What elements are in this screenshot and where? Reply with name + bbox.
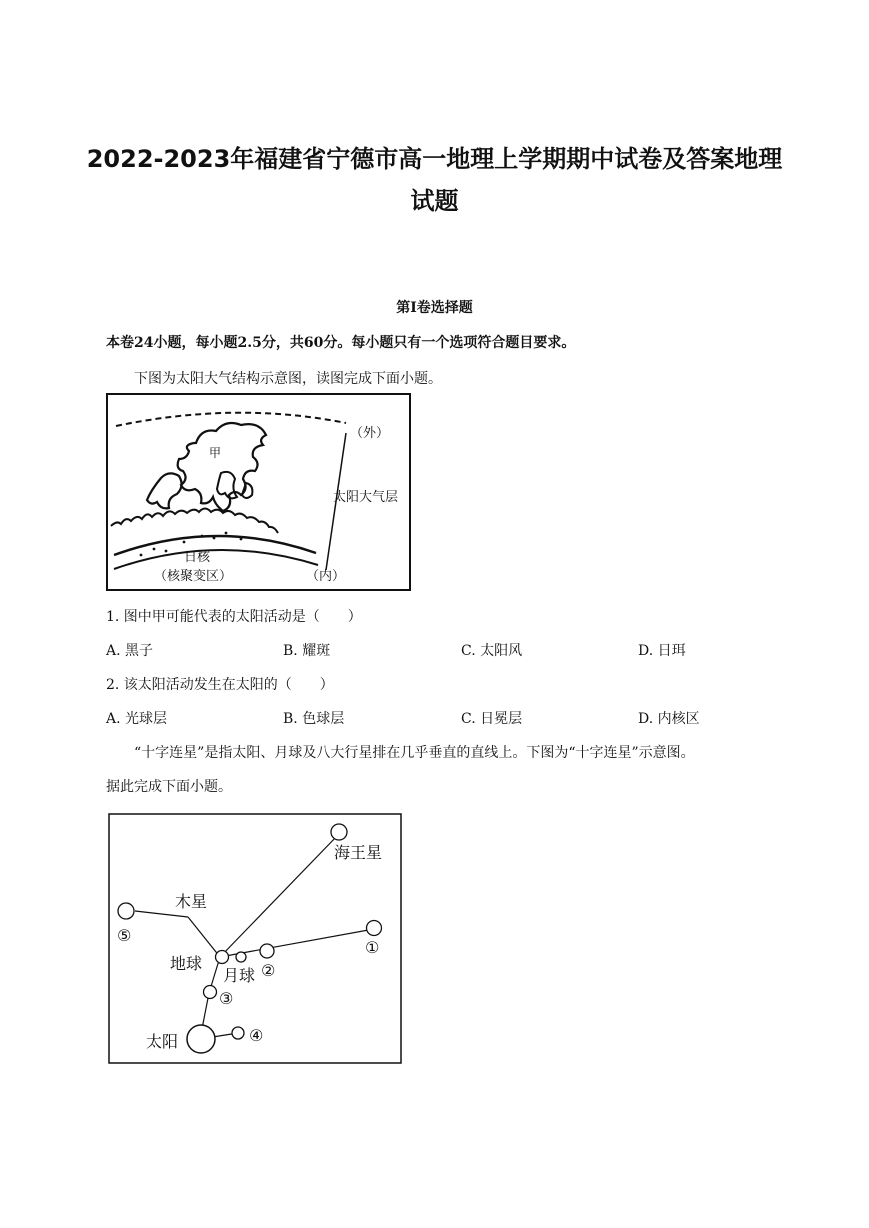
question-2-option-c: C. 日冕层 xyxy=(461,711,523,727)
document-title-line-1: 2022-2023年福建省宁德市高一地理上学期期中试卷及答案地理 xyxy=(86,145,783,173)
cross-alignment-figure xyxy=(108,813,403,1065)
planet-4-circle xyxy=(232,1027,244,1039)
moon-circle xyxy=(236,952,246,962)
group2-intro-line-2: 据此完成下面小题。 xyxy=(106,779,232,795)
question-2-option-d: D. 内核区 xyxy=(638,711,700,727)
label-core: 日核 xyxy=(184,550,211,565)
neptune-circle xyxy=(331,824,347,840)
label-fusion-zone: （核聚变区） xyxy=(154,569,233,584)
question-1-option-a: A. 黑子 xyxy=(106,643,154,659)
label-jupiter: 木星 xyxy=(175,892,208,911)
label-outer: （外） xyxy=(350,426,390,441)
question-1-option-b: B. 耀斑 xyxy=(283,643,331,659)
group1-intro: 下图为太阳大气结构示意图，读图完成下面小题。 xyxy=(134,371,442,387)
label-jia: 甲 xyxy=(209,446,222,460)
label-n1: ① xyxy=(365,938,380,957)
label-n5: ⑤ xyxy=(117,926,132,945)
planet-3-circle xyxy=(204,986,217,999)
question-1-option-d: D. 日珥 xyxy=(638,643,686,659)
sun-circle xyxy=(187,1025,215,1053)
question-1-option-c: C. 太阳风 xyxy=(461,643,523,659)
label-sun: 太阳 xyxy=(146,1032,179,1051)
label-n3: ③ xyxy=(219,989,234,1008)
question-1-stem: 1. 图中甲可能代表的太阳活动是（ ） xyxy=(106,609,362,625)
label-moon: 月球 xyxy=(223,966,256,985)
label-neptune: 海王星 xyxy=(334,843,383,862)
question-2-option-b: B. 色球层 xyxy=(283,711,345,727)
question-2-option-a: A. 光球层 xyxy=(106,711,168,727)
document-title-line-2: 试题 xyxy=(410,187,459,215)
earth-circle xyxy=(216,951,229,964)
question-2-stem: 2. 该太阳活动发生在太阳的（ ） xyxy=(106,677,334,693)
section-heading: 第Ⅰ卷选择题 xyxy=(396,300,473,316)
planet-2-circle xyxy=(260,944,274,958)
label-inner: （内） xyxy=(306,569,346,584)
label-earth: 地球 xyxy=(170,954,203,973)
label-n4: ④ xyxy=(249,1026,264,1045)
planet-5-circle xyxy=(118,903,134,919)
group2-intro-line-1: “十字连星”是指太阳、月球及八大行星排在几乎垂直的直线上。下图为“十字连星”示意图。 xyxy=(134,745,695,761)
planet-1-circle xyxy=(367,921,382,936)
solar-atmosphere-figure xyxy=(106,393,412,593)
section-instruction: 本卷24小题，每小题2.5分，共60分。每小题只有一个选项符合题目要求。 xyxy=(106,335,576,351)
label-n2: ② xyxy=(261,961,276,980)
label-solar-atmosphere: 太阳大气层 xyxy=(333,490,399,505)
